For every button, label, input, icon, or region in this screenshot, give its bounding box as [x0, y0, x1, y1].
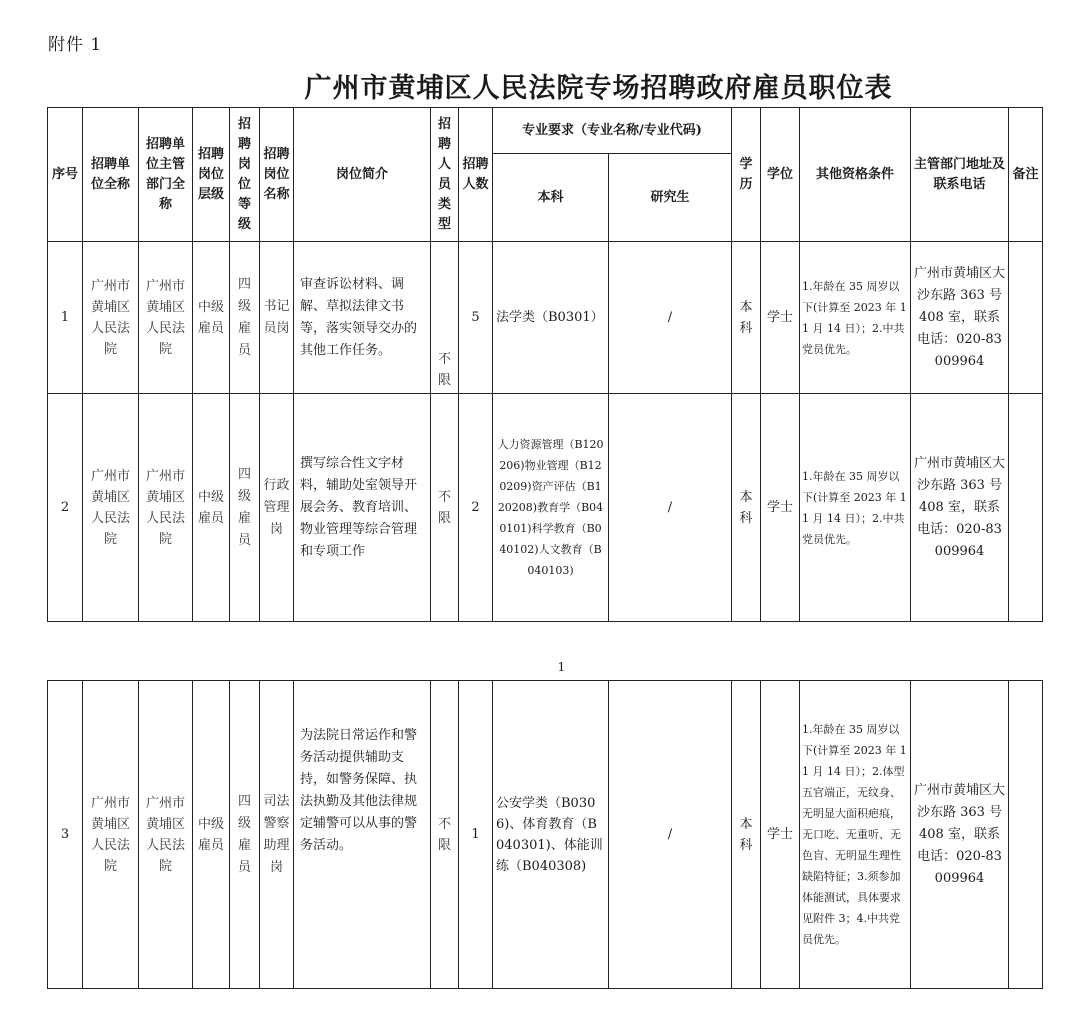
cell-count: 1: [459, 681, 493, 989]
cell-seq: 1: [48, 242, 83, 394]
cell-remark: [1009, 394, 1043, 622]
cell-type: 不限: [431, 681, 459, 989]
cell-position: 司法警察助理岗: [260, 681, 294, 989]
cell-major-grad: /: [609, 242, 732, 394]
header-unit-name: 招聘单位全称: [83, 108, 139, 242]
header-contact: 主管部门地址及联系电话: [911, 108, 1009, 242]
table-row: [48, 394, 1043, 622]
header-remark: 备注: [1009, 108, 1043, 242]
cell-degree: 学士: [761, 681, 800, 989]
cell-remark: [1009, 242, 1043, 394]
cell-dept: 广州市黄埔区人民法院: [139, 242, 193, 394]
header-education: 学历: [732, 108, 761, 242]
header-dept-name: 招聘单位主管部门全称: [139, 108, 193, 242]
attachment-label: 附件 1: [48, 35, 103, 55]
cell-grade: 四级雇员: [230, 681, 260, 989]
cell-major-grad: /: [609, 681, 732, 989]
cell-grade: 四级雇员: [230, 242, 260, 394]
cell-seq: 2: [48, 394, 83, 622]
cell-contact: 广州市黄埔区大沙东路 363 号 408 室，联系电话：020-83009964: [911, 242, 1009, 394]
cell-grade: 四级雇员: [230, 394, 260, 622]
cell-major-undergrad: 法学类（B0301）: [493, 242, 609, 394]
cell-position: 行政管理岗: [260, 394, 294, 622]
cell-other-conditions: 1.年龄在 35 周岁以下(计算至 2023 年 11 月 14 日）；2.中共党员优先。: [800, 394, 911, 622]
cell-level: 中级雇员: [193, 681, 230, 989]
cell-major-undergrad: 人力资源管理（B120206)物业管理（B120209)资产评估（B120208)教育学（B040101)科学教育（B040102)人文教育（B040103): [493, 394, 609, 622]
cell-level: 中级雇员: [193, 242, 230, 394]
cell-unit: 广州市黄埔区人民法院: [83, 242, 139, 394]
cell-other-conditions: 1.年龄在 35 周岁以下(计算至 2023 年 11 月 14 日）；2.体型五官端正，无纹身、无明显大面积疤痕，无口吃、无重听、无色盲、无明显生理性缺陷特征；3.须参加体能测试，具体要求见附件 3；4.中共党员优先。: [800, 681, 911, 989]
cell-intro: 为法院日常运作和警务活动提供辅助支持，如警务保障、执法执勤及其他法律规定辅警可以从事的警务活动。: [294, 681, 431, 989]
cell-intro: 审查诉讼材料、调解、草拟法律文书等，落实领导交办的其他工作任务。: [294, 242, 431, 394]
cell-type: 不限: [431, 394, 459, 622]
cell-count: 5: [459, 242, 493, 394]
cell-contact: 广州市黄埔区大沙东路 363 号 408 室，联系电话：020-83009964: [911, 394, 1009, 622]
positions-table-page1: [47, 107, 1043, 622]
header-count: 招聘人数: [459, 108, 493, 242]
cell-dept: 广州市黄埔区人民法院: [139, 681, 193, 989]
positions-table-page2: [47, 680, 1043, 989]
cell-dept: 广州市黄埔区人民法院: [139, 394, 193, 622]
table-row: [48, 242, 1043, 394]
cell-type: 不限: [431, 242, 459, 394]
page-title: 广州市黄埔区人民法院专场招聘政府雇员职位表: [304, 73, 893, 104]
cell-degree: 学士: [761, 242, 800, 394]
table-row: [48, 681, 1043, 989]
cell-intro: 撰写综合性文字材料，辅助处室领导开展会务、教育培训、物业管理等综合管理和专项工作: [294, 394, 431, 622]
header-level: 招聘岗位层级: [193, 108, 230, 242]
header-degree: 学位: [761, 108, 800, 242]
cell-seq: 3: [48, 681, 83, 989]
cell-contact: 广州市黄埔区大沙东路 363 号 408 室，联系电话：020-83009964: [911, 681, 1009, 989]
cell-education: 本科: [732, 242, 761, 394]
cell-count: 2: [459, 394, 493, 622]
header-seq: 序号: [48, 108, 83, 242]
header-type: 招聘人员类型: [431, 108, 459, 242]
header-position-name: 招聘岗位名称: [260, 108, 294, 242]
header-major-group: 专业要求（专业名称/专业代码): [493, 108, 732, 154]
cell-unit: 广州市黄埔区人民法院: [83, 681, 139, 989]
cell-level: 中级雇员: [193, 394, 230, 622]
cell-remark: [1009, 681, 1043, 989]
header-other: 其他资格条件: [800, 108, 911, 242]
cell-degree: 学士: [761, 394, 800, 622]
cell-major-grad: /: [609, 394, 732, 622]
header-intro: 岗位简介: [294, 108, 431, 242]
cell-position: 书记员岗: [260, 242, 294, 394]
cell-education: 本科: [732, 394, 761, 622]
cell-education: 本科: [732, 681, 761, 989]
cell-other-conditions: 1.年龄在 35 周岁以下(计算至 2023 年 11 月 14 日）；2.中共党员优先。: [800, 242, 911, 394]
header-major-undergrad: 本科: [493, 154, 609, 242]
page-number: 1: [557, 660, 566, 674]
header-major-grad: 研究生: [609, 154, 732, 242]
cell-unit: 广州市黄埔区人民法院: [83, 394, 139, 622]
header-grade: 招聘岗位等级: [230, 108, 260, 242]
cell-major-undergrad: 公安学类（B0306)、体育教育（B040301)、体能训练（B040308): [493, 681, 609, 989]
